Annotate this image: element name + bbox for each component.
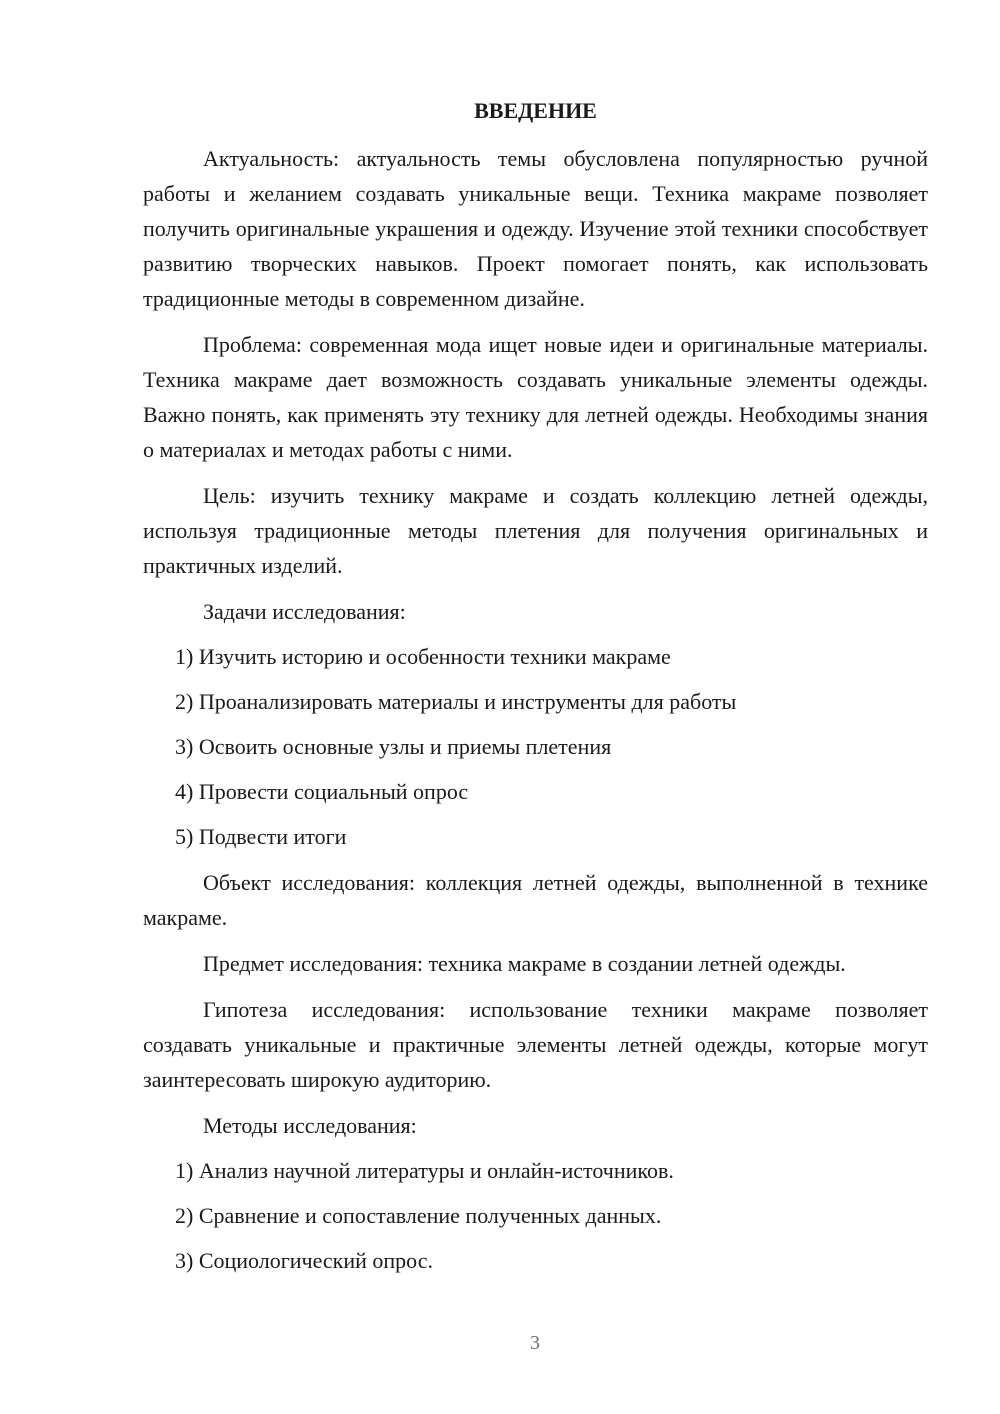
page-number: 3	[530, 1332, 540, 1354]
list-item: 2) Сравнение и сопоставление полученных данных.	[175, 1203, 662, 1228]
relevance-paragraph: Актуальность: актуальность темы обусловлена популярностью ручной работы и желанием создавать уникальные вещи. Техника макраме позволяет получить оригинальные украшения и одежду. Изучение этой техники способствует развитию творческих навыков. Проект помогает понять, как использовать традиционные методы в современном дизайне.	[143, 146, 928, 311]
list-item: 3) Социологический опрос.	[175, 1248, 433, 1273]
list-item: 1) Анализ научной литературы и онлайн-источников.	[175, 1158, 674, 1183]
list-item: 5) Подвести итоги	[175, 824, 347, 849]
problem-paragraph: Проблема: современная мода ищет новые идеи и оригинальные материалы. Техника макраме дает возможность создавать уникальные элементы одежды. Важно понять, как применять эту технику для летней одежды. Необходимы знания о материалах и методах работы с ними.	[143, 332, 928, 462]
methods-title: Методы исследования:	[203, 1113, 417, 1138]
list-item: 2) Проанализировать материалы и инструменты для работы	[175, 689, 737, 714]
list-item: 1) Изучить историю и особенности техники макраме	[175, 644, 671, 669]
page-heading: ВВЕДЕНИЕ	[474, 98, 597, 123]
subject-paragraph: Предмет исследования: техника макраме в создании летней одежды.	[203, 951, 846, 976]
page-content	[143, 96, 928, 1289]
tasks-title: Задачи исследования:	[203, 599, 406, 624]
object-paragraph: Объект исследования: коллекция летней одежды, выполненной в технике макраме.	[143, 870, 928, 930]
methods-list	[143, 1153, 928, 1278]
list-item: 3) Освоить основные узлы и приемы плетения	[175, 734, 612, 759]
hypothesis-paragraph: Гипотеза исследования: использование техники макраме позволяет создавать уникальные и практичные элементы летней одежды, которые могут заинтересовать широкую аудиторию.	[143, 997, 928, 1092]
list-item: 4) Провести социальный опрос	[175, 779, 469, 804]
goal-paragraph: Цель: изучить технику макраме и создать коллекцию летней одежды, используя традиционные методы плетения для получения оригинальных и практичных изделий.	[143, 483, 928, 578]
tasks-list	[143, 639, 928, 854]
